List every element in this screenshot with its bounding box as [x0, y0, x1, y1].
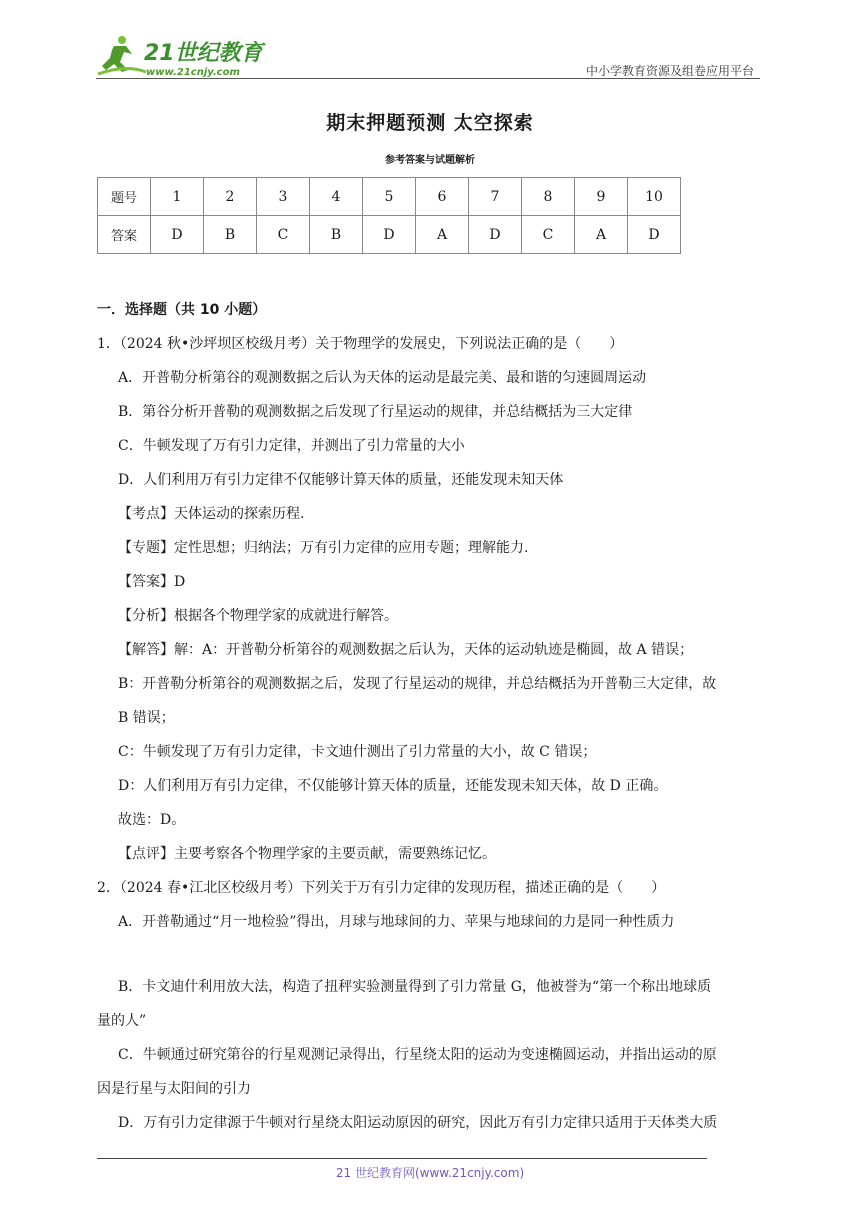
footer-link[interactable]: 21 世纪教育网(www.21cnjy.com)	[335, 1166, 525, 1180]
question-number: 2	[204, 178, 257, 216]
q1-solution-c: C：牛顿发现了万有引力定律，卡文迪什测出了引力常量的大小，故 C 错误；	[118, 744, 597, 760]
q1-option-b: B．第谷分析开普勒的观测数据之后发现了行星运动的规律，并总结概括为三大定律	[118, 404, 633, 420]
header-divider	[96, 78, 760, 79]
q1-solution: 【解答】解：A：开普勒分析第谷的观测数据之后认为，天体的运动轨迹是椭圆，故 A 错误；	[118, 642, 694, 658]
q2-option-c-line2: 因是行星与太阳间的引力	[97, 1081, 251, 1097]
q1-option-a: A．开普勒分析第谷的观测数据之后认为天体的运动是最完美、最和谐的匀速圆周运动	[118, 370, 647, 386]
runner-icon	[98, 36, 146, 74]
platform-name: 中小学教育资源及组卷应用平台	[585, 64, 754, 78]
logo-url: www.21cnjy.com	[146, 67, 240, 78]
q2-option-d-line1: D．万有引力定律源于牛顿对行星绕太阳运动原因的研究，因此万有引力定律只适用于天体类大质	[118, 1115, 718, 1131]
answer-cell: C	[522, 216, 575, 254]
question-2-stem: 2．（2024 春•江北区校级月考）下列关于万有引力定律的发现历程，描述正确的是（ ）	[97, 880, 666, 896]
question-number: 7	[469, 178, 522, 216]
question-number: 1	[151, 178, 204, 216]
q1-answer: 【答案】D	[118, 574, 186, 590]
page-title: 期末押题预测 太空探索	[326, 112, 534, 134]
q2-option-b-line2: 量的人”	[97, 1013, 147, 1029]
page-header	[96, 28, 760, 80]
answer-cell: D	[628, 216, 681, 254]
question-number: 10	[628, 178, 681, 216]
answer-cell: B	[204, 216, 257, 254]
q1-solution-b-line1: B：开普勒分析第谷的观测数据之后，发现了行星运动的规律，并总结概括为开普勒三大定律，故	[118, 676, 717, 692]
q1-zhuanti: 【专题】定性思想；归纳法；万有引力定律的应用专题；理解能力.	[118, 540, 529, 556]
question-number: 5	[363, 178, 416, 216]
logo	[96, 34, 296, 78]
q1-comment: 【点评】主要考察各个物理学家的主要贡献，需要熟练记忆。	[118, 846, 496, 862]
q1-solution-d: D：人们利用万有引力定律，不仅能够计算天体的质量，还能发现未知天体，故 D 正确。	[118, 778, 668, 794]
answer-cell: D	[469, 216, 522, 254]
question-number: 6	[416, 178, 469, 216]
answer-cell: A	[575, 216, 628, 254]
question-number: 9	[575, 178, 628, 216]
row-header-number: 题号	[98, 178, 151, 216]
q2-option-c-line1: C．牛顿通过研究第谷的行星观测记录得出，行星绕太阳的运动为变速椭圆运动，并指出运动的原	[118, 1047, 717, 1063]
answer-cell: D	[363, 216, 416, 254]
spacer	[97, 939, 767, 970]
footer-divider	[97, 1158, 707, 1159]
q1-kaodian: 【考点】天体运动的探索历程.	[118, 506, 305, 522]
q1-option-d: D．人们利用万有引力定律不仅能够计算天体的质量，还能发现未知天体	[118, 472, 564, 488]
page-subtitle: 参考答案与试题解析	[385, 155, 475, 166]
section-heading: 一．选择题（共 10 小题）	[97, 302, 267, 318]
question-number: 4	[310, 178, 363, 216]
q1-analysis: 【分析】根据各个物理学家的成就进行解答。	[118, 608, 398, 624]
answer-row	[98, 216, 681, 254]
q2-option-a: A．开普勒通过“月一地检验”得出，月球与地球间的力、苹果与地球间的力是同一种性质力	[118, 914, 675, 930]
question-number: 8	[522, 178, 575, 216]
question-number-row	[98, 178, 681, 216]
logo-text: 21世纪教育	[144, 41, 263, 66]
question-1-stem: 1．（2024 秋•沙坪坝区校级月考）关于物理学的发展史，下列说法正确的是（ ）	[97, 336, 624, 352]
question-number: 3	[257, 178, 310, 216]
answer-cell: C	[257, 216, 310, 254]
document-body	[97, 293, 767, 1140]
row-header-answer: 答案	[98, 216, 151, 254]
answer-cell: D	[151, 216, 204, 254]
q1-solution-b-line2: B 错误；	[118, 710, 175, 726]
q2-option-b-line1: B．卡文迪什利用放大法，构造了扭秤实验测量得到了引力常量 G，他被誉为“第一个称出地球质	[118, 979, 712, 995]
answer-cell: A	[416, 216, 469, 254]
q1-option-c: C．牛顿发现了万有引力定律，并测出了引力常量的大小	[118, 438, 465, 454]
answer-table	[97, 177, 681, 254]
answer-cell: B	[310, 216, 363, 254]
q1-choice: 故选：D。	[118, 812, 186, 828]
